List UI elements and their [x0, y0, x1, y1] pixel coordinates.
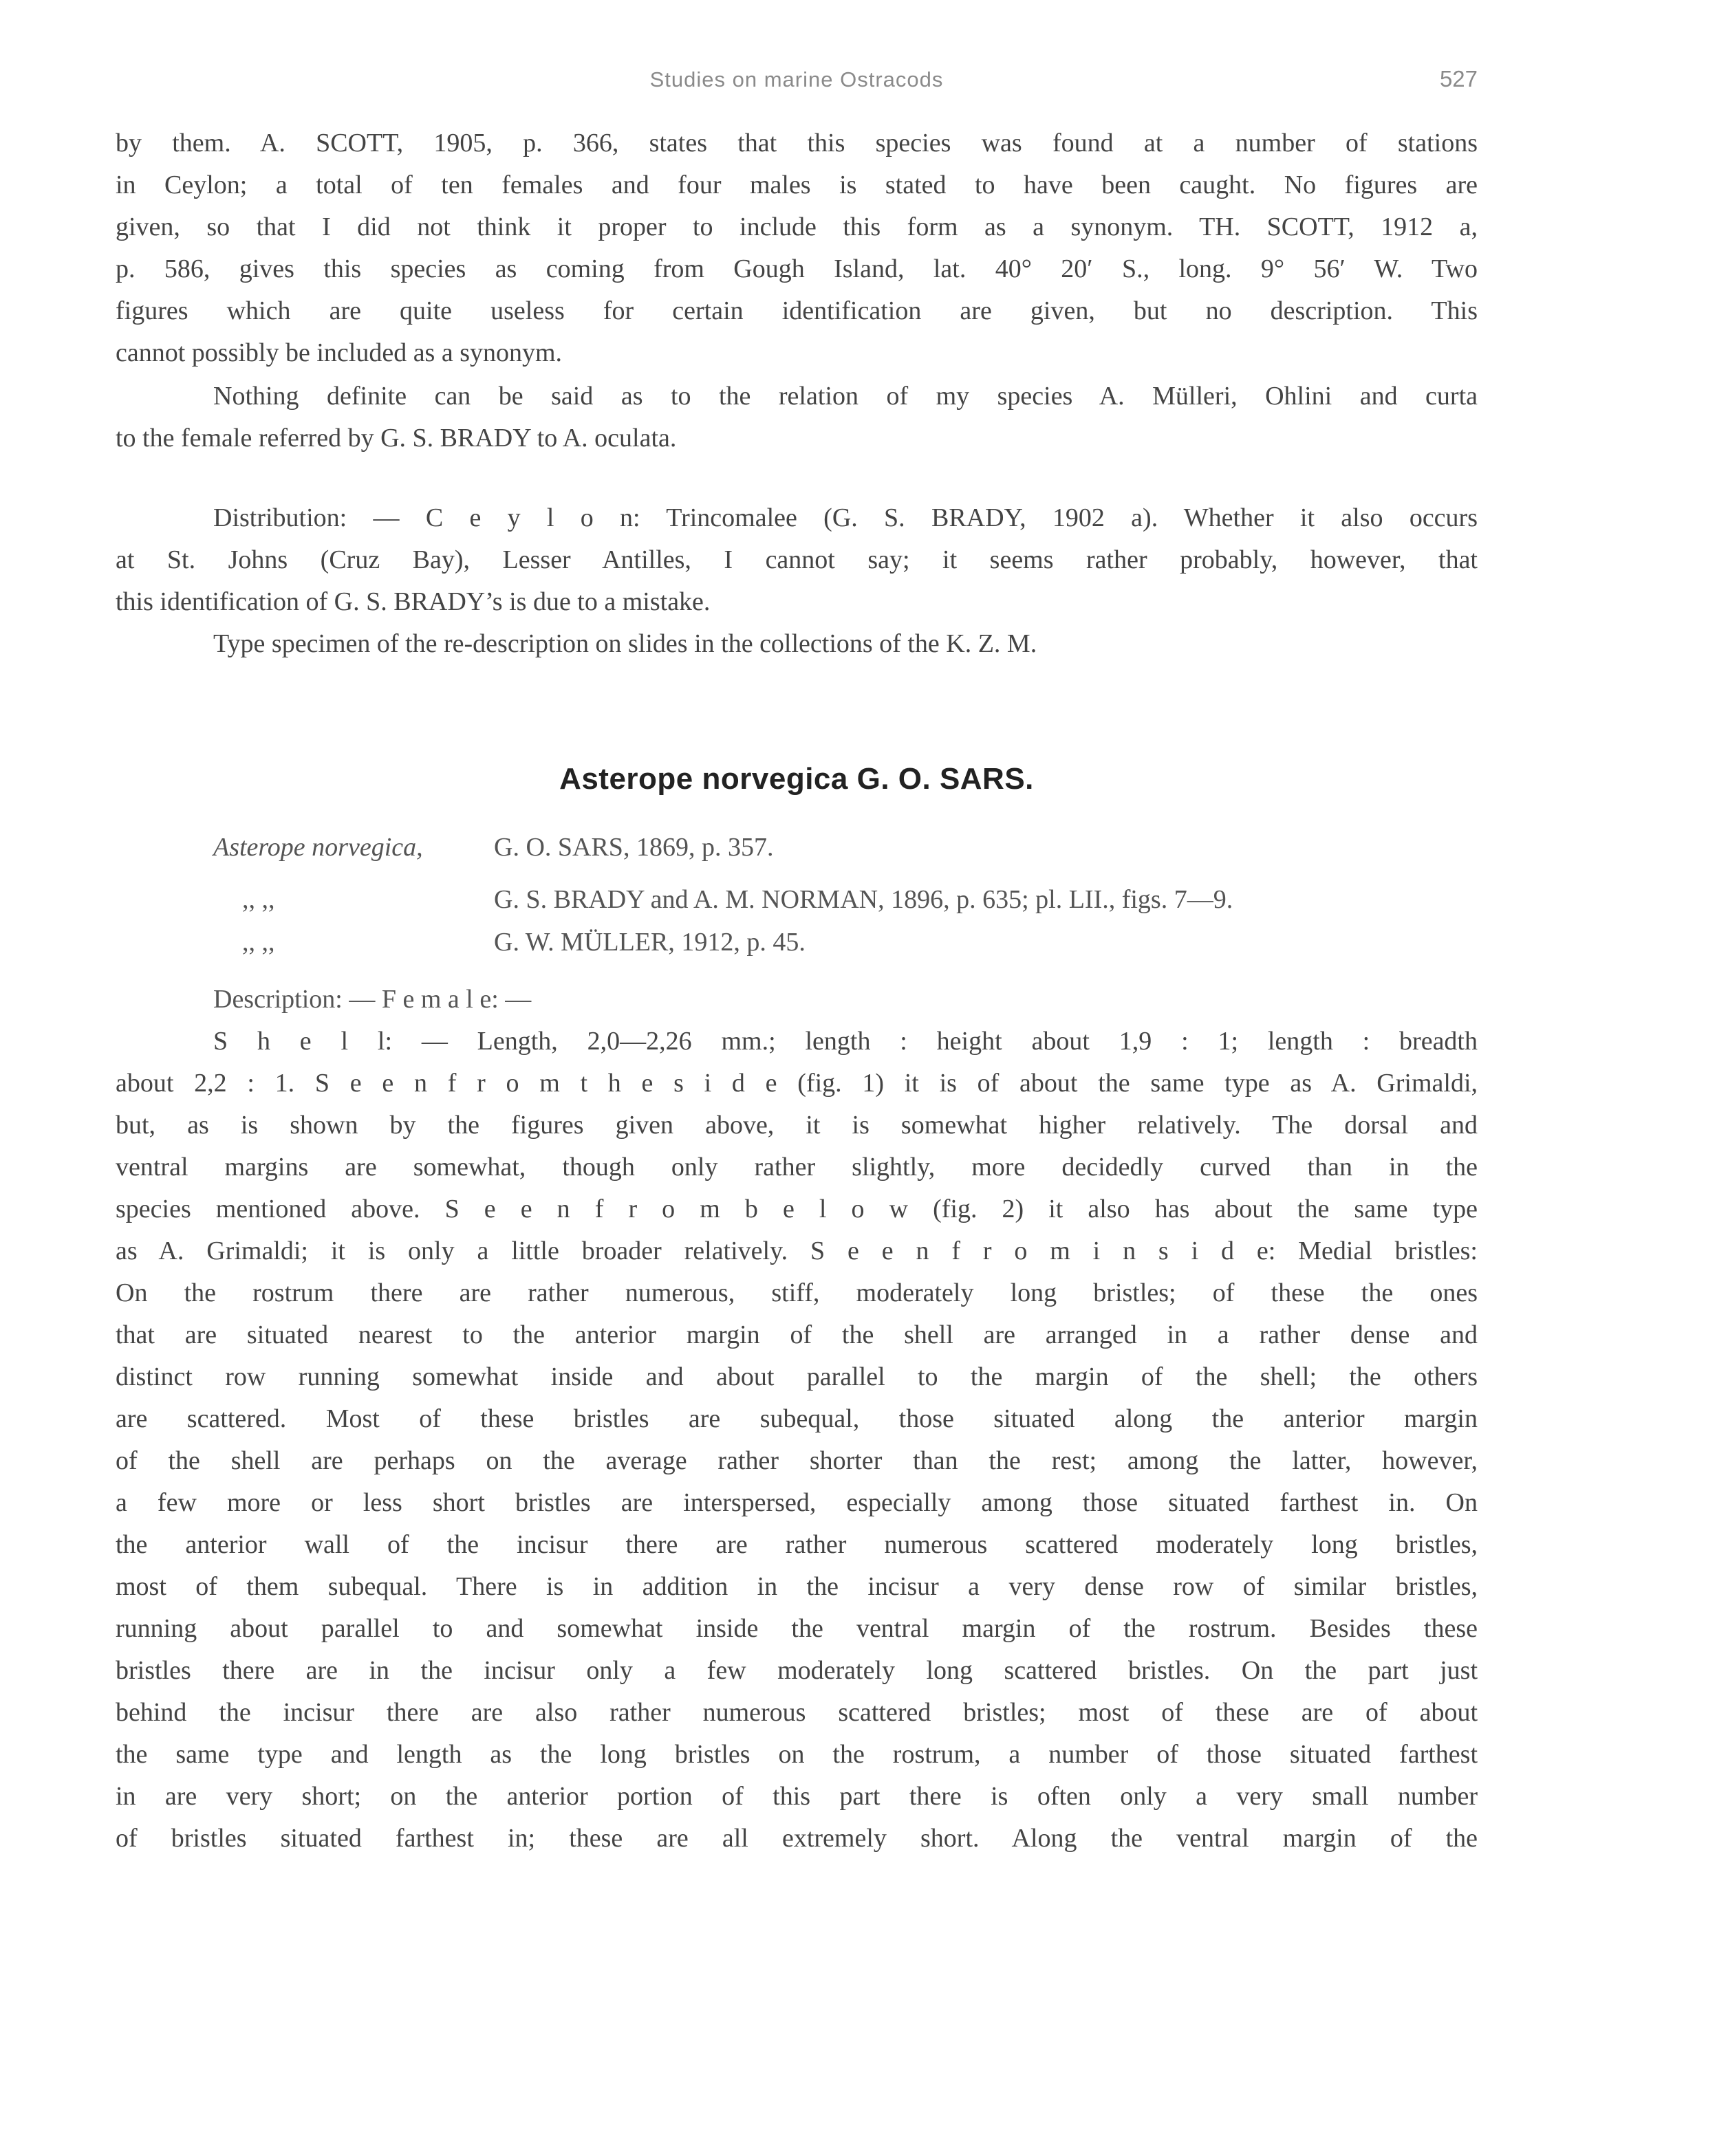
body-line: of bristles situated farthest in; these are all extremely short. Along the ventral margin of the [116, 1824, 1478, 1853]
description-heading: Description: — F e m a l e: — [213, 985, 532, 1014]
body-line: the anterior wall of the incisur there are rather numerous scattered moderately long bristles, [116, 1530, 1478, 1559]
paragraph-line: figures which are quite useless for certain identification are given, but no description. This [116, 296, 1478, 325]
type-specimen-line: Type specimen of the re-description on slides in the collections of the K. Z. M. [213, 629, 1037, 658]
body-line: the same type and length as the long bristles on the rostrum, a number of those situated farthest [116, 1740, 1478, 1769]
paragraph-line: given, so that I did not think it proper to include this form as a synonym. TH. SCOTT, 1912 a, [116, 213, 1478, 241]
distribution-line: this identification of G. S. BRADY’s is due to a mistake. [116, 587, 711, 616]
body-line: in are very short; on the anterior portion of this part there is often only a very small number [116, 1782, 1478, 1811]
ditto-marks: ,, ,, [242, 885, 275, 914]
body-line: of the shell are perhaps on the average rather shorter than the rest; among the latter, however, [116, 1446, 1478, 1475]
body-line: ventral margins are somewhat, though only rather slightly, more decidedly curved than in the [116, 1153, 1478, 1182]
paragraph-line: to the female referred by G. S. BRADY to A. oculata. [116, 424, 677, 453]
body-line: On the rostrum there are rather numerous, stiff, moderately long bristles; of these the ones [116, 1278, 1478, 1307]
body-line: species mentioned above. S e e n f r o m b e l o w (fig. 2) it also has about the same type [116, 1195, 1478, 1223]
body-line: are scattered. Most of these bristles are subequal, those situated along the anterior margin [116, 1404, 1478, 1433]
body-line: running about parallel to and somewhat inside the ventral margin of the rostrum. Besides these [116, 1614, 1478, 1643]
body-line: that are situated nearest to the anterior margin of the shell are arranged in a rather dense and [116, 1320, 1478, 1349]
paragraph-line: p. 586, gives this species as coming from Gough Island, lat. 40° 20′ S., long. 9° 56′ W. Two [116, 254, 1478, 283]
paragraph-line: cannot possibly be included as a synonym. [116, 338, 563, 367]
body-line: most of them subequal. There is in addition in the incisur a very dense row of similar bristles, [116, 1572, 1478, 1601]
paragraph-line: by them. A. SCOTT, 1905, p. 366, states that this species was found at a number of stations [116, 129, 1478, 157]
body-line: about 2,2 : 1. S e e n f r o m t h e s i d e (fig. 1) it is of about the same type as A. Grimaldi, [116, 1069, 1478, 1098]
body-line: but, as is shown by the figures given above, it is somewhat higher relatively. The dorsal and [116, 1111, 1478, 1140]
paragraph-line: in Ceylon; a total of ten females and four males is stated to have been caught. No figures are [116, 171, 1478, 199]
ditto-marks: ,, ,, [242, 928, 275, 957]
synonym-reference: G. W. MÜLLER, 1912, p. 45. [494, 928, 806, 957]
body-line: S h e l l: — Length, 2,0—2,26 mm.; length : height about 1,9 : 1; length : breadth [213, 1027, 1478, 1056]
synonym-reference: G. S. BRADY and A. M. NORMAN, 1896, p. 635; pl. LII., figs. 7—9. [494, 885, 1233, 914]
body-line: distinct row running somewhat inside and about parallel to the margin of the shell; the others [116, 1362, 1478, 1391]
synonym-name: Asterope norvegica, [213, 833, 423, 862]
body-line: as A. Grimaldi; it is only a little broader relatively. S e e n f r o m i n s i d e: Medial bristles: [116, 1237, 1478, 1265]
body-line: behind the incisur there are also rather numerous scattered bristles; most of these are of about [116, 1698, 1478, 1727]
page-number: 527 [1439, 66, 1478, 91]
body-line: bristles there are in the incisur only a few moderately long scattered bristles. On the part just [116, 1656, 1478, 1685]
distribution-line: at St. Johns (Cruz Bay), Lesser Antilles, I cannot say; it seems rather probably, however, that [116, 545, 1478, 574]
synonym-reference: G. O. SARS, 1869, p. 357. [494, 833, 774, 862]
running-head: Studies on marine Ostracods [649, 67, 944, 91]
paragraph-line: Nothing definite can be said as to the relation of my species A. Mülleri, Ohlini and curta [213, 382, 1478, 411]
body-line: a few more or less short bristles are interspersed, especially among those situated farthest in. On [116, 1488, 1478, 1517]
distribution-line: Distribution: — C e y l o n: Trincomalee (G. S. BRADY, 1902 a). Whether it also occurs [213, 503, 1478, 532]
species-heading: Asterope norvegica G. O. SARS. [559, 762, 1034, 796]
